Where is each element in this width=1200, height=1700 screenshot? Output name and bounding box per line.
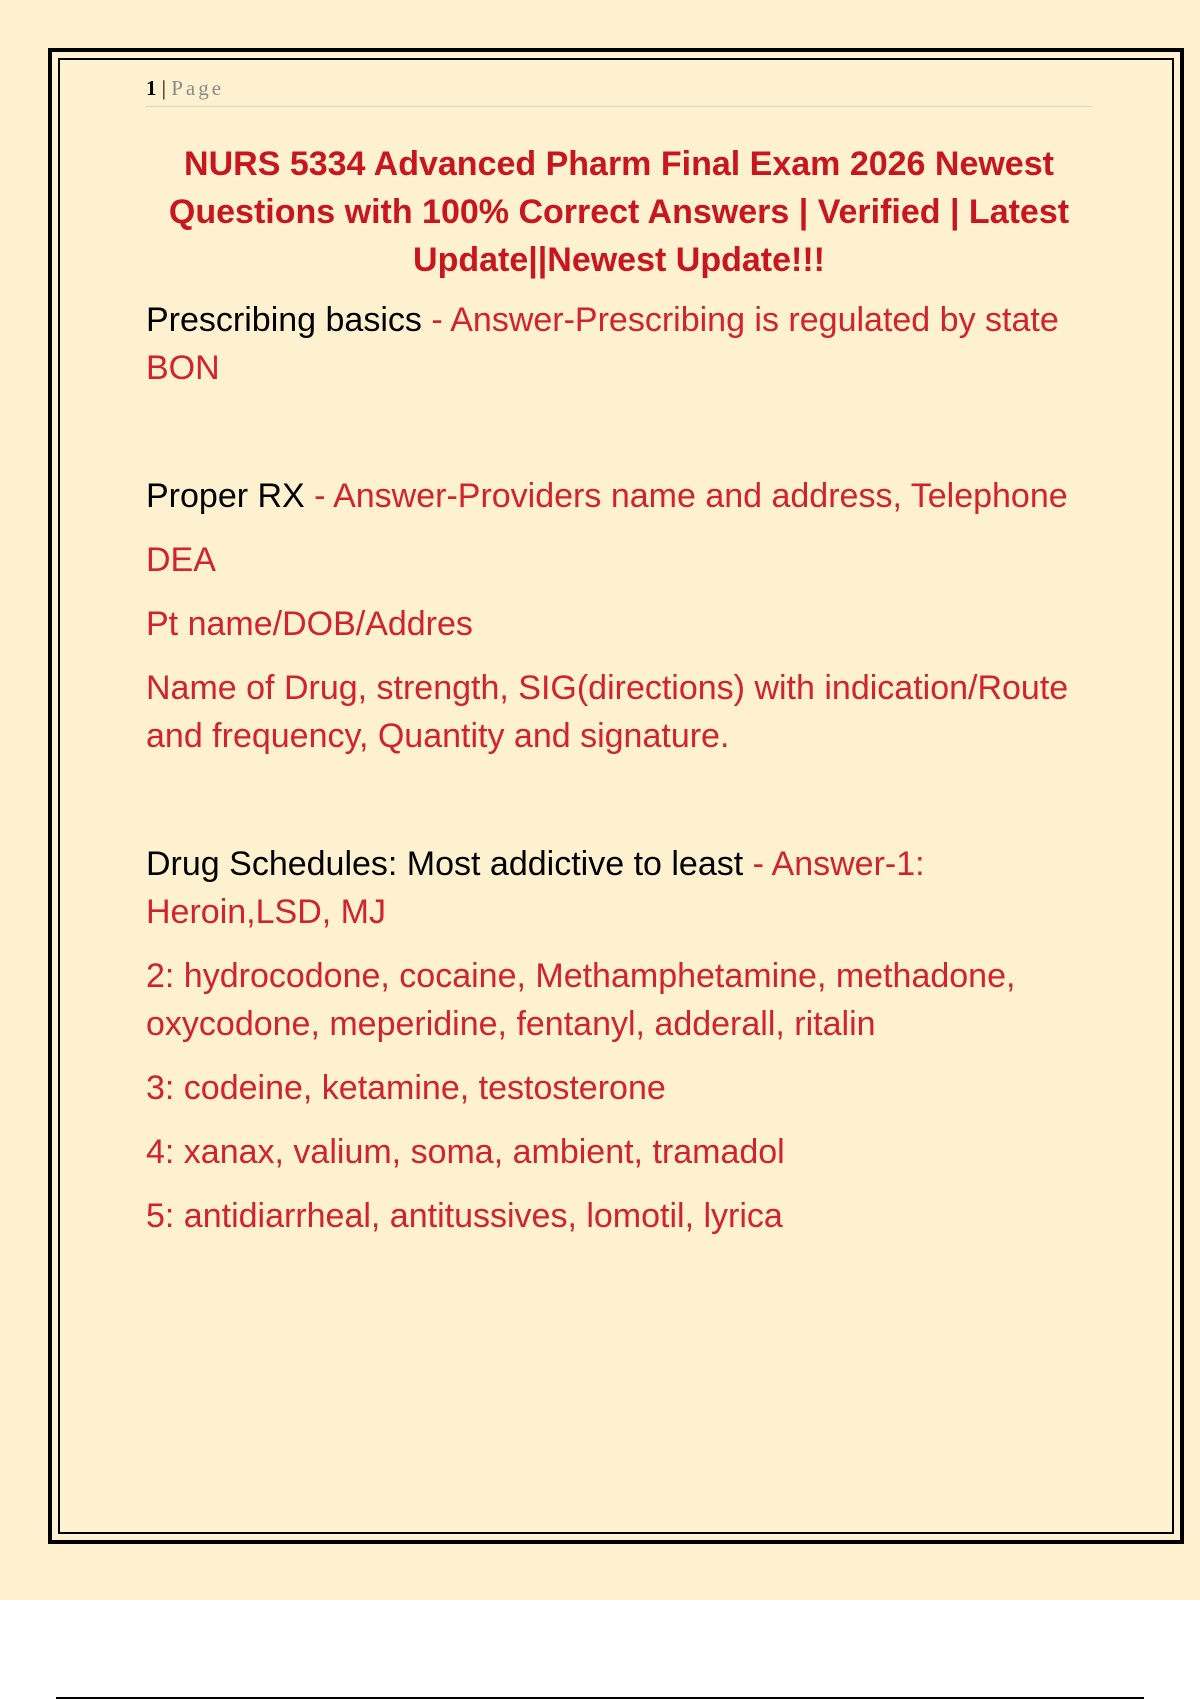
question-text: Proper RX — [146, 477, 305, 515]
answer-text: - Answer-Prescribing is regulated by state BON — [146, 301, 1059, 387]
answer-line: Name of Drug, strength, SIG(directions) with indication/Route and frequency, Quantity and signature. — [146, 669, 1069, 755]
answer-line: DEA — [146, 541, 216, 579]
question-text: Prescribing basics — [146, 301, 422, 339]
qa-item-prescribing-basics — [146, 296, 1092, 392]
qa-item-proper-rx — [146, 472, 1092, 520]
page-separator: | — [161, 76, 166, 100]
schedule-line: 2: hydrocodone, cocaine, Methamphetamine, methadone, oxycodone, meperidine, fentanyl, adderall, ritalin — [146, 957, 1016, 1043]
document-title: NURS 5334 Advanced Pharm Final Exam 2026 Newest Questions with 100% Correct Answers | Verified | Latest Update||Newest Update!!! — [168, 145, 1070, 279]
page-number: 1 — [146, 76, 157, 100]
page-header — [146, 74, 1092, 107]
schedule-line: 3: codeine, ketamine, testosterone — [146, 1069, 666, 1107]
answer-text: - Answer-Providers name and address, Telephone — [304, 477, 1068, 515]
question-text: Drug Schedules: Most addictive to least — [146, 845, 744, 883]
footer-divider — [56, 1697, 1144, 1699]
document-content — [146, 140, 1092, 1240]
page-label: Page — [171, 76, 225, 100]
schedule-line: 4: xanax, valium, soma, ambient, tramadol — [146, 1133, 785, 1171]
answer-line: Pt name/DOB/Addres — [146, 605, 473, 643]
qa-item-drug-schedules — [146, 840, 1092, 936]
schedule-line: 5: antidiarrheal, antitussives, lomotil, lyrica — [146, 1197, 783, 1235]
answer-text: - Answer-1: Heroin,LSD, MJ — [146, 845, 925, 931]
